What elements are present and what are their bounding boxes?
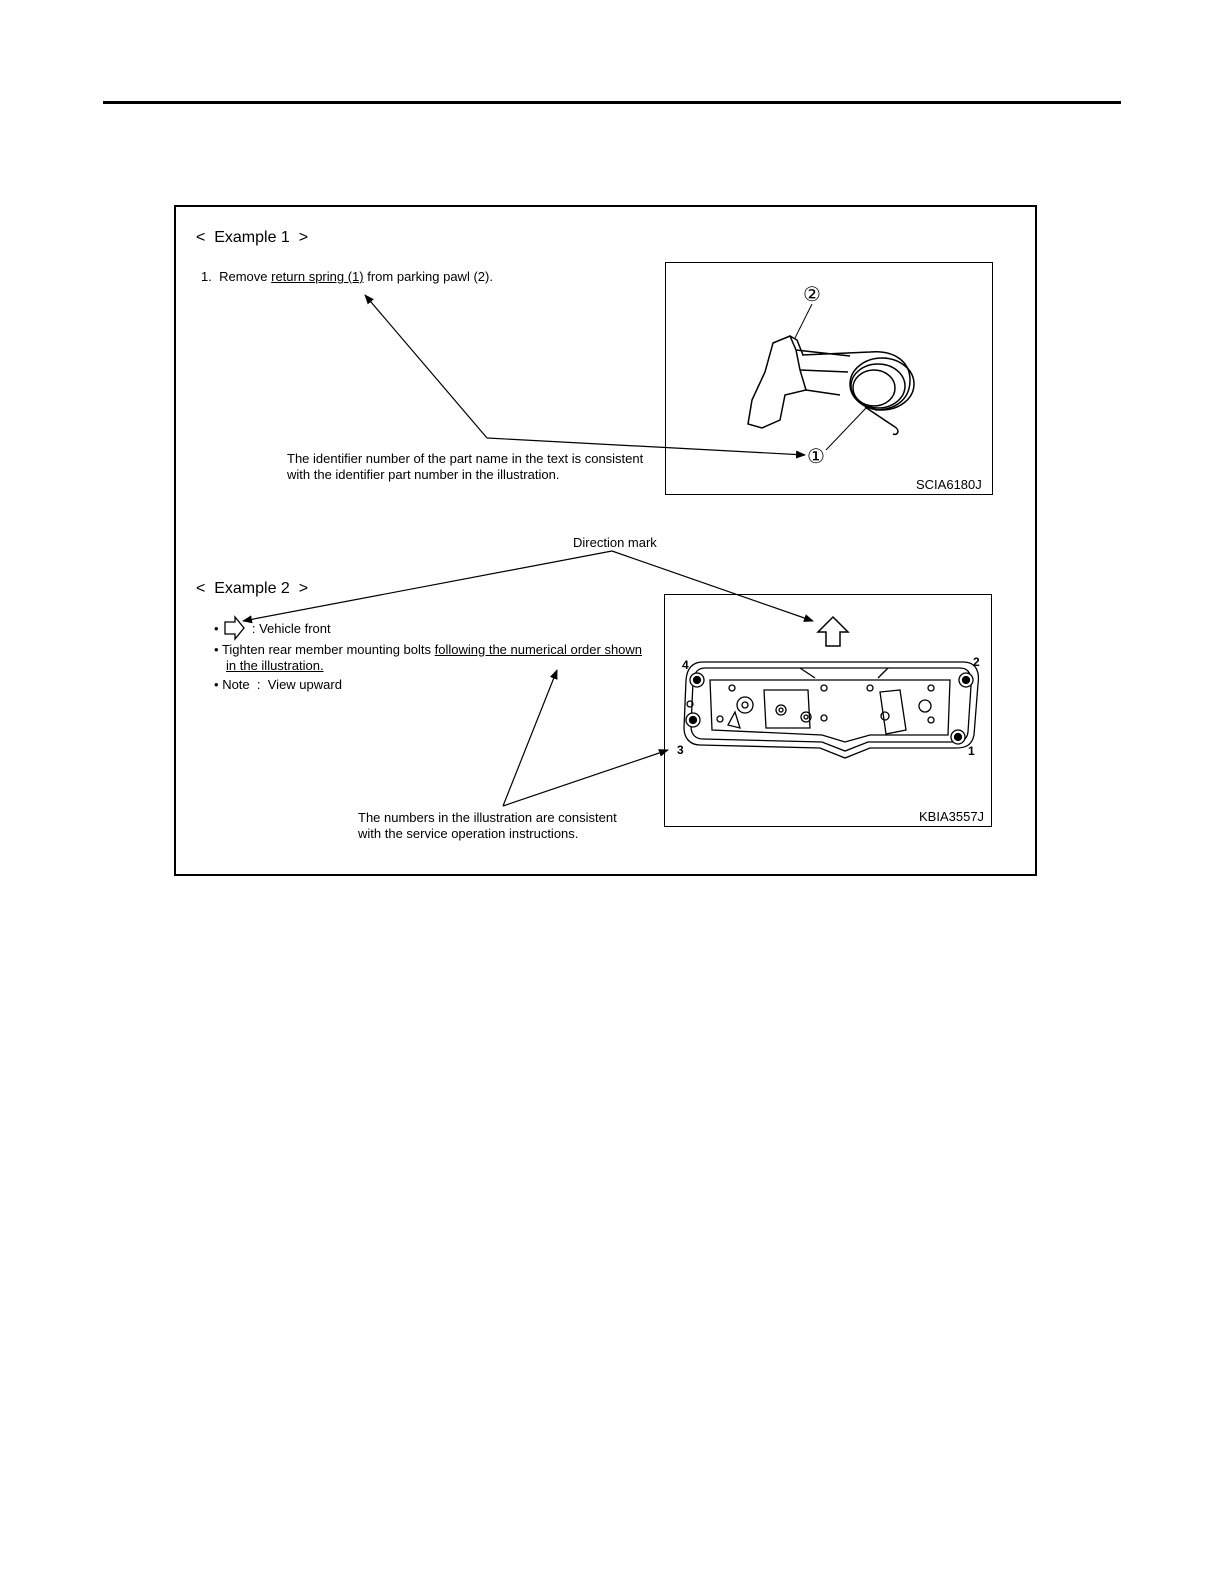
note-separator: : xyxy=(256,677,261,692)
step-number: 1. xyxy=(201,269,212,284)
heading-close-bracket: > xyxy=(298,580,309,597)
tighten-underlined: following the numerical order shown xyxy=(434,642,643,657)
numbers-callout-line1: The numbers in the illustration are consistent xyxy=(358,810,617,825)
bolt-number-2: 2 xyxy=(973,655,980,669)
heading-close-bracket: > xyxy=(298,229,309,246)
numbers-callout-line2: with the service operation instructions. xyxy=(358,826,579,841)
direction-mark-label: Direction mark xyxy=(573,535,657,550)
example1-illustration-box xyxy=(665,262,993,495)
part-marker-2: ② xyxy=(803,284,821,306)
tighten-item xyxy=(214,642,642,658)
header-rule xyxy=(103,101,1121,104)
example2-illustration-box xyxy=(664,594,992,827)
tighten-line2: in the illustration. xyxy=(226,658,324,673)
bullet: • xyxy=(214,621,219,636)
vehicle-front-item xyxy=(214,621,331,637)
bolt-number-1: 1 xyxy=(968,744,975,758)
example1-callout-line2: with the identifier part number in the illustration. xyxy=(287,467,560,482)
vehicle-front-label: Vehicle front xyxy=(259,621,331,636)
heading-label: Example 2 xyxy=(214,580,290,597)
example1-callout-line1: The identifier number of the part name in the text is consistent xyxy=(287,451,644,466)
vehicle-front-separator: : xyxy=(251,621,256,636)
bullet: • xyxy=(214,677,219,692)
example2-figure-code: KBIA3557J xyxy=(919,809,985,824)
example1-figure-code: SCIA6180J xyxy=(916,477,982,492)
heading-label: Example 1 xyxy=(214,229,290,246)
note-label: Note xyxy=(222,677,250,692)
bolt-number-4: 4 xyxy=(682,658,689,672)
step-underlined-part: return spring (1) xyxy=(271,269,364,284)
step-prefix: Remove xyxy=(219,269,268,284)
part-marker-1: ① xyxy=(807,446,825,468)
example1-step xyxy=(201,269,493,285)
bolt-number-3: 3 xyxy=(677,743,684,757)
bullet: • xyxy=(214,642,219,657)
example2-heading xyxy=(196,579,308,599)
note-value: View upward xyxy=(267,677,342,692)
tighten-prefix: Tighten rear member mounting bolts xyxy=(221,642,432,657)
heading-open-bracket: < xyxy=(196,229,206,246)
step-suffix: from parking pawl (2). xyxy=(367,269,493,284)
example1-heading xyxy=(196,228,308,248)
note-item xyxy=(214,677,342,693)
heading-open-bracket: < xyxy=(196,580,206,597)
